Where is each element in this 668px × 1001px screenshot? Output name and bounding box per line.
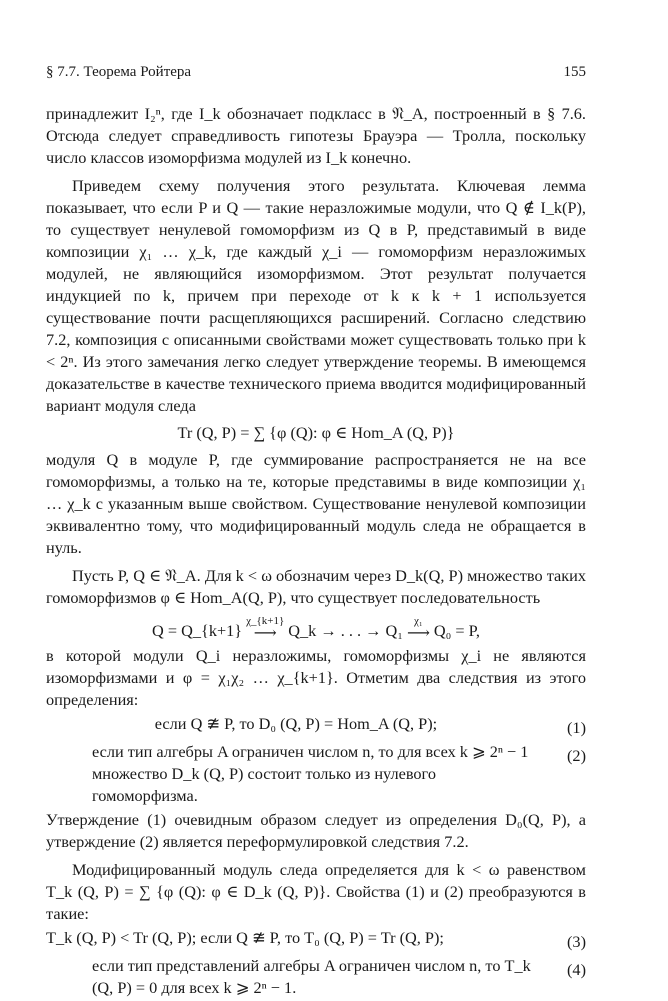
chain-arrow-2-label: χ₁ (414, 615, 423, 627)
paragraph-2: Приведем схему получения этого результата. Ключевая лемма показывает, что если P и Q — такие неразложимые модули, что Q ∉ I_k(P), то существует ненулевой гомоморфизм из Q в P, представимый в виде композиции χ₁ … χ_k, где каждый χ_i — гомоморфизм неразложимых модулей, не являющийся изоморфизмом. Этот результат получается индукцией по k, причем при переходе от k к k + 1 используется существование почти расщепляющихся расширений. Согласно следствию 7.2, композиция с описанными свойствами может существовать только при k < 2ⁿ. Из этого замечания легко следует утверждение теоремы. В имеющемся доказательстве в качестве технического приема вводится модифицированный вариант модуля следа (46, 176, 586, 415)
chain-middle: Q_k → . . . → Q₁ (288, 621, 403, 640)
paragraph-5: в которой модули Q_i неразложимы, гомоморфизмы χ_i не являются изоморфизмами и φ = χ₁χ₂ … χ_{k+1}. Отметим два следствия из этого определения: (46, 646, 586, 709)
chain-arrow-1-label: χ_{k+1} (246, 615, 285, 627)
paragraph-6: Утверждение (1) очевидным образом следует из определения D₀(Q, P), а утверждение (2) является переформулировкой следствия 7.2. (46, 810, 586, 851)
paragraph-3: модуля Q в модуле P, где суммирование распространяется не на все гомоморфизмы, а только на те, которые представимы в виде композиции χ₁ … χ_k с указанным выше свойством. Существование ненулевой композиции эквивалентно тому, что модифицированный модуль следа не обращается в нуль. (46, 450, 586, 557)
running-header (46, 64, 586, 81)
chain-arrow-1 (246, 615, 284, 641)
section-title: § 7.7. Теорема Ройтера (46, 64, 192, 80)
equation-4-number: (4) (567, 960, 586, 979)
equation-3-number: (3) (567, 932, 586, 951)
formula-trace: Tr (Q, P) = ∑ {φ (Q): φ ∈ Hom_A (Q, P)} (177, 423, 455, 442)
equation-3 (46, 927, 586, 953)
equation-4-text: если тип представлений алгебры A ограничен числом n, то T_k (Q, P) = 0 для всех k ⩾ 2ⁿ − 1. (92, 956, 531, 997)
chain-left: Q = Q_{k+1} (152, 621, 243, 640)
paragraph-7: Модифицированный модуль следа определяется для k < ω равенством T_k (Q, P) = ∑ {φ (Q): φ ∈ D_k (Q, P)}. Свойства (1) и (2) преобразуются в такие: (46, 860, 586, 923)
sequence-formula (46, 615, 586, 641)
arrow-icon: ⟶ (253, 625, 277, 642)
arrow-icon: ⟶ (406, 625, 430, 642)
chain-arrow-2 (407, 615, 430, 641)
equation-2-text: если тип алгебры A ограничен числом n, то для всех k ⩾ 2ⁿ − 1 множество D_k (Q, P) состоит только из нулевого гомоморфизма. (92, 742, 529, 805)
paragraph-4: Пусть P, Q ∈ 𝔑_A. Для k < ω обозначим через D_k(Q, P) множество таких гомоморфизмов φ ∈ Hom_A(Q, P), что существует последовательность (46, 566, 586, 607)
equation-3-text: T_k (Q, P) < Tr (Q, P); если Q ≇ P, то T₀ (Q, P) = Tr (Q, P); (46, 928, 444, 947)
paragraph-1: принадлежит I₂ⁿ, где I_k обозначает подкласс в 𝔑_A, построенный в § 7.6. Отсюда следует справедливость гипотезы Брауэра — Тролла, поскольку число классов изоморфизма модулей из I_k конечно. (46, 104, 586, 167)
chain-right: Q₀ = P, (433, 621, 480, 640)
book-page (46, 64, 586, 1001)
equation-1 (46, 713, 586, 739)
equation-1-number: (1) (567, 718, 586, 737)
equation-1-text: если Q ≇ P, то D₀ (Q, P) = Hom_A (Q, P); (154, 714, 438, 733)
equation-2-number: (2) (567, 746, 586, 765)
equation-2 (46, 741, 586, 807)
equation-4 (46, 955, 586, 999)
page-number: 155 (563, 64, 586, 80)
